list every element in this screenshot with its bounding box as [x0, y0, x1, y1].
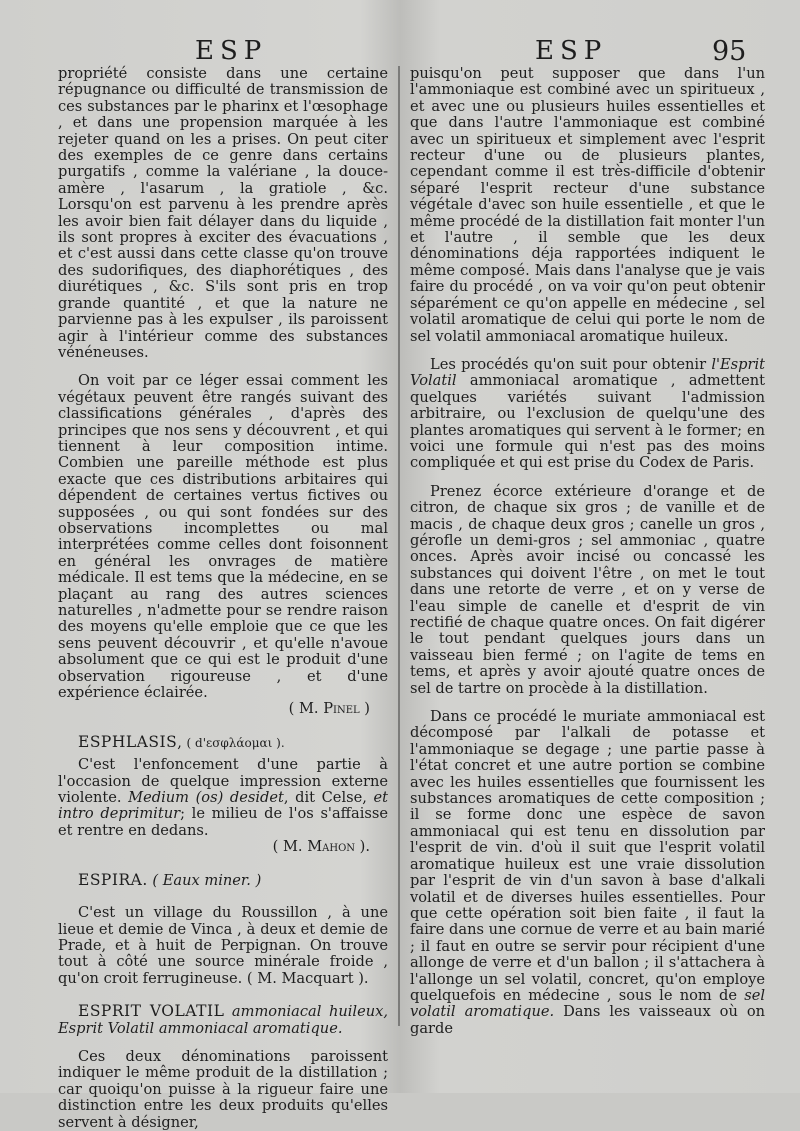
page-number: 95: [712, 36, 747, 67]
running-head-left: ESP: [195, 36, 268, 66]
procedes-italic: l'Esprit Volatil: [410, 355, 765, 390]
entry-esphlasis-heading: ESPHLASIS, ( d'εσφλάομαι ).: [78, 732, 285, 751]
paragraph-prenez: Prenez écorce extérieure d'orange et de citron, de chaque six gros ; de vanille et de macis , de chaque deux gros ; canelle un gros , gérofle un demi-gros ; sel ammoniac , quatre onces. Après avoir incisé ou concassé les substances qui doivent l'être , on met le tout dans une retorte de verre , et on y verse de l'eau simple de canelle et d'esprit de vin rectifié de chaque quatre onces. On fait digérer le tout pendant quelques jours dans un vaisseau bien fermé ; on l'agite de tems en tems, et après y avoir ajouté quatre onces de sel de tartre on procède à la distillation.: [410, 482, 765, 697]
page-header: [0, 28, 800, 68]
entry-esprit-volatil-body: Ces deux dénominations paroissent indiquer le même produit de la distillation ; car quoiqu'on puisse à la rigueur faire une distinction entre les deux produits qu'elles servent à désigner,: [58, 1047, 388, 1131]
entry-esphlasis-body: [58, 757, 388, 839]
entry-esphlasis-etymology: ( d'εσφλάομαι ).: [186, 735, 285, 750]
entry-esphlasis-title: ESPHLASIS: [78, 732, 178, 751]
entry-esprit-volatil-heading: [58, 1003, 388, 1037]
entry-espira-subtitle: ( Eaux miner. ): [152, 871, 262, 889]
left-column: [58, 66, 388, 1131]
entry-espira-body: C'est un village du Roussillon , à une lieue et demie de Vinca , à deux et demie de Prade, et à huit de Perpignan. On trouve tout à côté une source minérale froide , qu'on croit ferrugineuse. ( M. Macquart ).: [58, 904, 388, 987]
procede-italic: sel volatil aromatique.: [410, 986, 765, 1021]
signature-pinel: [58, 701, 388, 717]
signature-mahon-text: ( M. Mahon ).: [272, 838, 370, 856]
entry-espira-title: ESPIRA.: [78, 870, 148, 889]
paragraph-on-voit: On voit par ce léger essai comment les végétaux peuvent être rangés suivant des classifications générales , d'après des principes que nos sens y découvrent , et qui tiennent à leur composition intime. Combien une pareille méthode est plus exacte que ces distributions arbitaires qui dépendent de certaines vertus fictives ou supposées , ou qui sont fondées sur des observations incomplettes ou mal interprétées comme celles dont foisonnent en général les onvrages de matière médicale. Il est tems que la médecine, en se plaçant au rang des autres sciences naturelles , n'admette pour se rendre raison des moyens qu'elle emploie que ce que les sens peuvent découvrir , et qu'elle n'avoue absolument que ce qui est le produit d'une observation rigoureuse , et d'une expérience éclairée.: [58, 372, 388, 702]
paragraph-puisquon: puisqu'on peut supposer que dans l'un l'ammoniaque est combiné avec un spiritueux , et avec une ou plusieurs huiles essentielles et que dans l'autre l'ammoniaque est combiné avec un spiritueux et simplement avec l'esprit recteur d'une ou de plusieurs plantes, cependant comme il est très-difficile d'obtenir séparé l'esprit recteur d'une substance végétale d'avec son huile essentielle , et que le même procédé de la distillation fait monter l'un et l'autre , il semble que les deux dénominations déja rapportées indiquent le même composé. Mais dans l'analyse que je vais faire du procédé , on va voir qu'on peut obtenir séparément ce qu'on appelle en médecine , sel volatil aromatique de celui qui porte le nom de sel volatil ammoniacal aromatique huileux.: [410, 65, 765, 345]
procedes-text-a: Les procédés qu'on suit pour obtenir: [430, 355, 707, 373]
signature-pinel-text: ( M. Pinel ): [288, 700, 370, 718]
procede-text-a: Dans ce procédé le muriate ammoniacal est décomposé par l'alkali de potasse et l'ammoniaque se degage ; une partie passe à l'état concret et une autre portion se combine avec les huiles essentielles que fournissent les substances aromatiques de cette composition ; il se forme donc une espèce de savon ammoniacal qui est tenu en dissolution par l'esprit de vin. d'où il suit que l'esprit volatil aromatique huileux est une vraie dissolution par l'esprit de vin d'un savon à base d'alkali volatil et de diverses huiles essentielles. Pour que cette opération soit bien faite , il faut la faire dans une cornue de verre et au bain marié ; il faut en outre se servir pour récipient d'une allonge de verre et d'un ballon ; il s'attachera à l'allonge un sel volatil, concret, qu'on employe quelquefois en médecine , sous le nom de: [410, 708, 765, 1004]
paragraph-les-procedes: [410, 357, 765, 472]
running-head-right: ESP: [535, 36, 608, 66]
esphlasis-italic-quote-2: et intro deprimitur: [58, 789, 389, 823]
procede-text-b: Dans les vaisseaux où on garde: [410, 1003, 765, 1037]
entry-esprit-volatil-title: ESPRIT VOLATIL: [78, 1002, 225, 1021]
right-column: [410, 66, 765, 1037]
procedes-text-b: ammoniacal aromatique , admettent quelques variétés suivant l'admission arbitraire, ou l'exclusion de quelqu'une des plantes aromatiques qui servent à le former; en voici une formule qui n'est pas des moins compliquée et qui est prise du Codex de Paris.: [410, 372, 766, 472]
esphlasis-text-c: ; le milieu de l'os s'affaisse et rentre en dedans.: [58, 805, 388, 839]
esphlasis-text-a: C'est l'enfoncement d'une partie à l'occasion de quelque impression externe violente.: [58, 756, 388, 807]
paragraph-propriete: propriété consiste dans une certaine répugnance ou difficulté de transmission de ces substances par le pharinx et l'œsophage , et dans une propension marquée à les rejeter quand on les a prises. On peut citer des exemples de ce genre dans certains purgatifs , comme la valériane , la douce-amère , l'asarum , la gratiole , &c. Lorsqu'on est parvenu à les prendre après les avoir bien fait délayer dans du liquide , ils sont propres à exciter des évacuations , et c'est aussi dans cette classe qu'on trouve des sudorifiques, des diaphorétiques , des diurétiques , &c. S'ils sont pris en trop grande quantité , et que la nature ne parvienne pas à les expulser , ils paroissent agir à l'intérieur comme des substances vénéneuses.: [58, 65, 388, 361]
column-divider: [398, 66, 400, 1026]
entry-esprit-volatil-subtitle: ammoniacal huileux, Esprit Volatil ammoniacal aromatique.: [58, 1003, 388, 1037]
signature-mahon: [58, 839, 388, 855]
esphlasis-italic-quote-1: Medium (os) desidet: [128, 789, 284, 807]
entry-espira-heading: [58, 872, 388, 889]
paragraph-dans-ce-procede: [410, 709, 765, 1037]
esphlasis-text-b: , dit Celse,: [283, 789, 367, 807]
